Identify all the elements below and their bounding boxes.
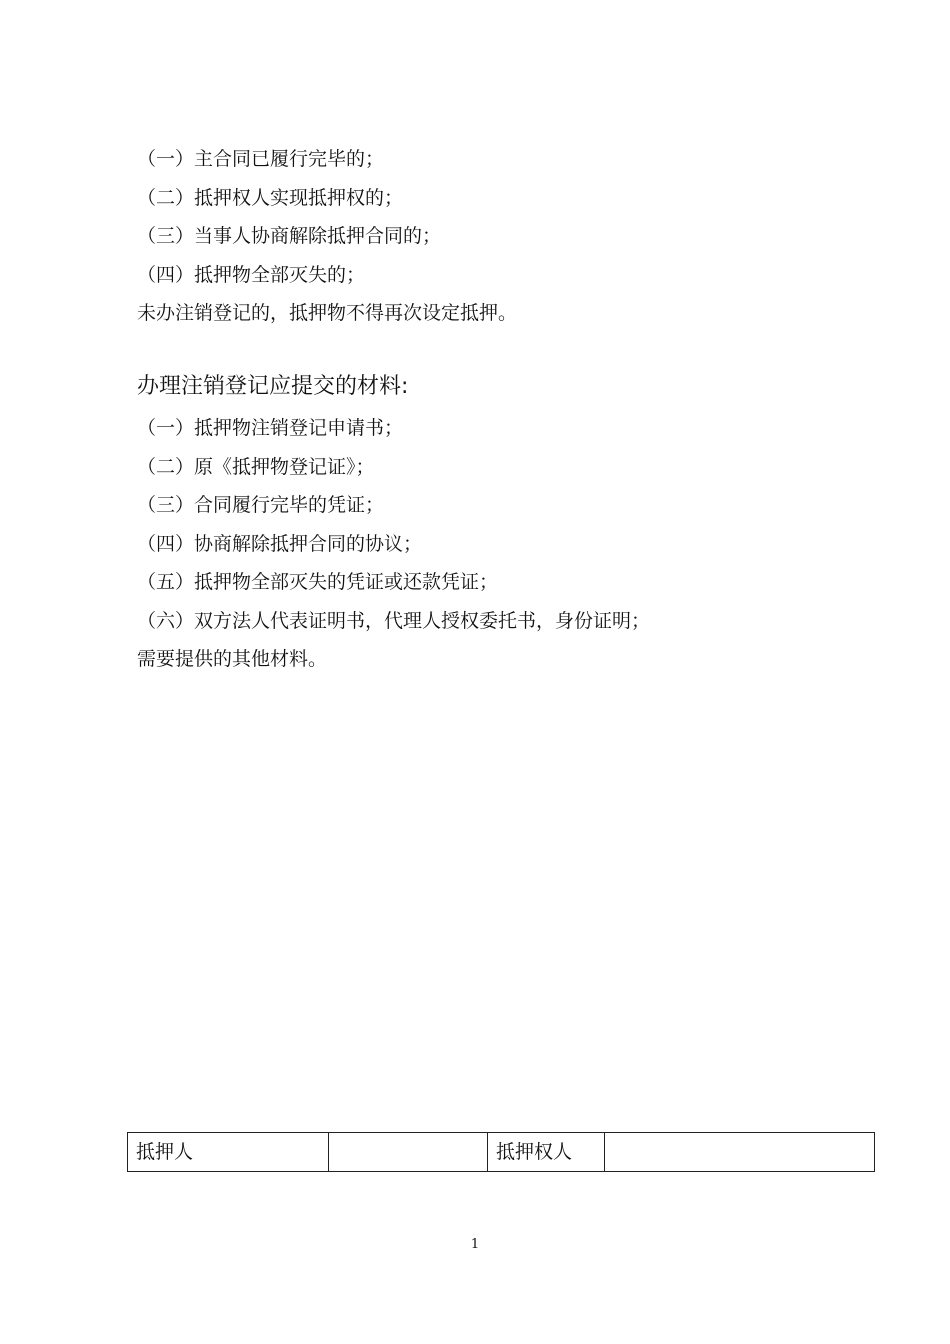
list-item: （三）合同履行完毕的凭证； — [137, 494, 385, 516]
mortgagee-value-cell[interactable] — [605, 1133, 875, 1172]
signature-table — [127, 1132, 875, 1172]
mortgagee-label: 抵押权人 — [488, 1133, 605, 1172]
table-row — [128, 1133, 875, 1172]
required-materials-list — [137, 409, 837, 679]
page-number: 1 — [470, 1237, 480, 1252]
deregistration-conditions-list — [137, 140, 837, 333]
mortgagor-value-cell[interactable] — [329, 1133, 488, 1172]
list-item: 未办注销登记的，抵押物不得再次设定抵押。 — [137, 302, 518, 324]
section-heading: 办理注销登记应提交的材料: — [137, 374, 409, 399]
list-item: （二）抵押权人实现抵押权的； — [137, 186, 404, 209]
list-item: （二）原《抵押物登记证》； — [137, 455, 375, 478]
list-item: （四）协商解除抵押合同的协议； — [137, 532, 423, 555]
list-item: （一）抵押物注销登记申请书； — [137, 417, 404, 439]
list-item: （一）主合同已履行完毕的； — [137, 148, 385, 170]
list-item: （四）抵押物全部灭失的； — [137, 263, 366, 286]
list-item: （五）抵押物全部灭失的凭证或还款凭证； — [137, 571, 499, 593]
list-item: （六）双方法人代表证明书，代理人授权委托书，身份证明； — [137, 609, 651, 632]
list-item: （三）当事人协商解除抵押合同的； — [137, 225, 442, 247]
mortgagor-label: 抵押人 — [128, 1133, 329, 1172]
list-item: 需要提供的其他材料。 — [137, 648, 328, 670]
